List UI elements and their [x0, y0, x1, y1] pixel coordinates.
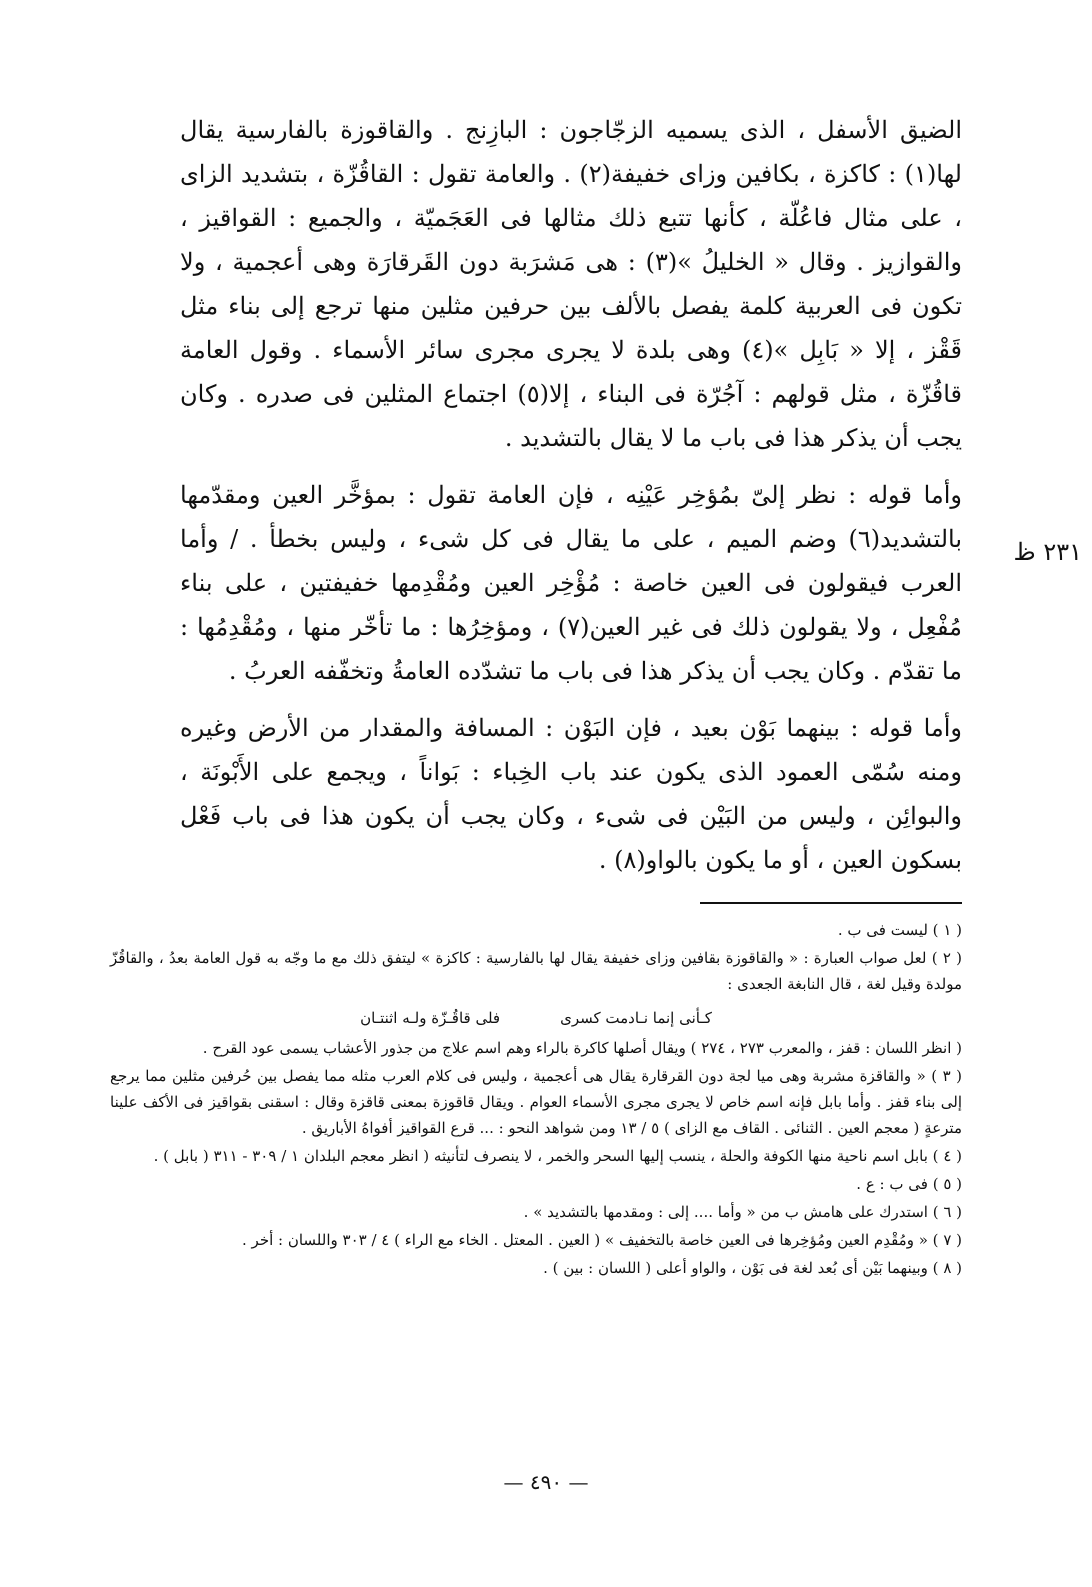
verse — [110, 1003, 962, 1033]
footnote-2-reference: ( انظر اللسان : قفز ، والمعرب ٢٧٣ ، ٢٧٤ ) ويقال أصلها كاكرة بالراء وهم اسم علاج من جذور الأعشاب يسمى عود القرح . — [202, 1039, 962, 1057]
verse-first-hemistich: كـأنى إنما نـادمت كسرى — [560, 1009, 712, 1027]
footnote-3: ( ٣ ) « والقاقزة مشربة وهى ميا لجة دون القرقارة يقال هى أعجمية ، وليس فى كلام العرب مثله مما يفصل بين حُرفين مثلين مما يرجع إلى بناء قفز . وأما بابل فإنه اسم خاص لا يجرى مجرى الأسماء العوام . ويقال قاقوزة بمعنى قاقزة وقال : اسقنى بقواقيز فى الأكف علينا مترعةٍ ( معجم العين . الثنائى . القاف مع الزاى ) ٥ / ١٣ ومن شواهد النحو : ... قرع القواقيز أفواهُ الأباريق . — [110, 1067, 962, 1137]
footnote-2: ( ٢ ) لعل صواب العبارة : « والقاقوزة بقافين وزاى خفيفة يقال لها بالفارسية : كاكزة » ليتفق ذلك مع ما وجّه به قول العامة بعدُ ، والقاقُزّ مولدة وقيل لغة ، قال النابغة الجعدى : — [110, 949, 962, 993]
manuscript-folio-marker: ٢٣١ ظ — [1013, 538, 1082, 566]
verse-second-hemistich: فلى قاقُـزّة ولـه اثنتـان — [360, 1009, 501, 1027]
footnote-4: ( ٤ ) بابل اسم ناحية منها الكوفة والحلة ، ينسب إليها السحر والخمر ، لا ينصرف لتأنيثه ( انظر معجم البلدان ١ / ٣٠٩ - ٣١١ ( بابل ) . — [153, 1147, 962, 1165]
footnotes — [110, 917, 962, 1283]
paragraph-1: الضيق الأسفل ، الذى يسميه الزجّاجون : البازِنج . والقاقوزة بالفارسية يقال لها(١) : كاكزة ، بكافين وزاى خفيفة(٢) . والعامة تقول : القاقُزّة ، بتشديد الزاى ، على مثال فاعُلّة ، كأنها تتبع ذلك مثالها فى العَجَميّة ، والجميع : القواقيز ، والقوازيز . وقال « الخليلُ »(٣) : هى مَشرَبة دون القَرقارَة وهى أعجمية ، ولا تكون فى العربية كلمة يفصل بالألف بين حرفين مثلين منها ترجع إلى بناء مثل قَقْز ، إلا « بَابِل »(٤) وهى بلدة لا يجرى مجرى سائر الأسماء . وقول العامة قاقُزّة ، مثل قولهم : آجُرّة فى البناء ، إلا(٥) اجتماع المثلين فى صدره . وكان يجب أن يذكر هذا فى باب ما لا يقال بالتشديد . — [180, 116, 962, 452]
paragraph-3: وأما قوله : بينهما بَوْن بعيد ، فإن البَوْن : المسافة والمقدار من الأرض وغيره ومنه سُمّى العمود الذى يكون عند باب الخِباء : بَواناً ، ويجمع على الأَبْونَة ، والبوائِن ، وليس من البَيْن فى شىء ، وكان يجب أن يكون هذا فى باب فَعْل بسكون العين ، أو ما يكون بالواو(٨) . — [180, 714, 962, 874]
footnote-7: ( ٧ ) « ومُقْدِم العين ومُؤخِرها فى العين خاصة بالتخفيف » ( العين . المعتل . الخاء مع الراء ) ٤ / ٣٠٣ واللسان : أخر . — [242, 1231, 962, 1249]
footnote-1: ( ١ ) ليست فى ب . — [837, 921, 962, 939]
footnote-8: ( ٨ ) وبينهما بَيْن أى بُعد لغة فى بَوْن ، والواو أعلى ( اللسان : بين ) . — [543, 1259, 962, 1277]
footnote-6: ( ٦ ) استدرك على هامش ب من « وأما .... إلى : ومقدمها بالتشديد » . — [523, 1203, 962, 1221]
page-number: — ٤٩٠ — — [503, 1470, 589, 1494]
footnote-separator — [700, 902, 962, 904]
footnote-5: ( ٥ ) فى ب : ع . — [856, 1175, 962, 1193]
paragraph-2: وأما قوله : نظر إلىّ بمُؤخِر عَيْنِه ، فإن العامة تقول : بمؤخَّر العين ومقدّمها بالتشديد(٦) وضم الميم ، على ما يقال فى كل شىء ، وليس بخطأ . / وأما العرب فيقولون فى العين خاصة : مُؤْخِر العين ومُقْدِمها خفيفتين ، على بناء مُفْعِل ، ولا يقولون ذلك فى غير العين(٧) ، ومؤخِرُها : ما تأخّر منها ، ومُقْدِمُها : ما تقدّم . وكان يجب أن يذكر هذا فى باب ما تشدّده العامةُ وتخفّفه العربُ . — [180, 481, 962, 685]
main-text — [180, 108, 962, 895]
